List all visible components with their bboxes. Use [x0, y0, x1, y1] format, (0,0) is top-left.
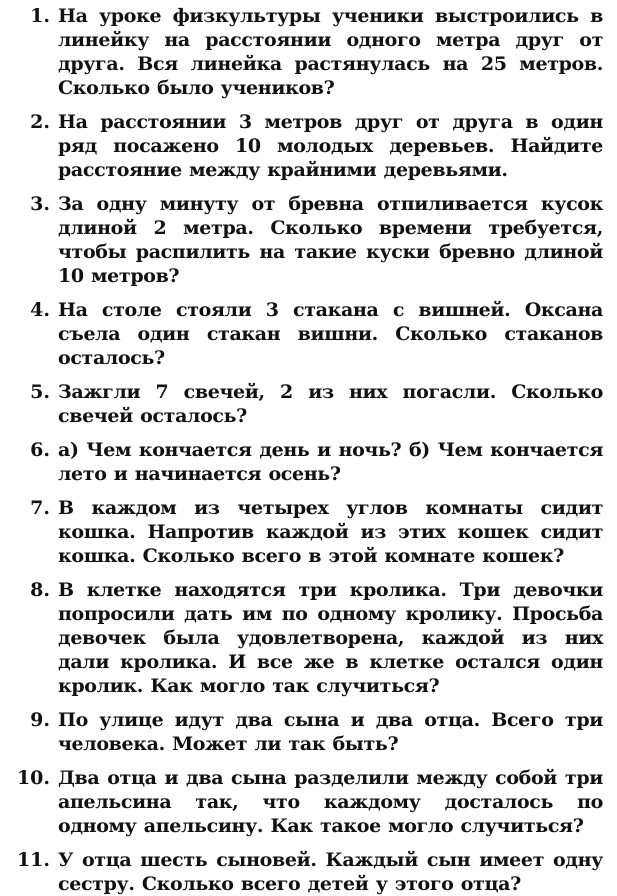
- problem-item-4: [14, 298, 603, 370]
- problem-number: 2.: [30, 111, 50, 133]
- problem-item-5: [14, 380, 603, 428]
- problem-number: 5.: [30, 381, 50, 403]
- problem-number: 9.: [30, 709, 50, 731]
- problem-item-6: [14, 438, 603, 486]
- problem-number: 11.: [16, 849, 50, 871]
- problem-item-3: [14, 192, 603, 288]
- problem-text: По улице идут два сына и два отца. Всего три человека. Может ли так быть?: [58, 709, 603, 755]
- problem-number: 8.: [30, 579, 50, 601]
- problem-item-7: [14, 496, 603, 568]
- problem-text: Зажгли 7 свечей, 2 из них погасли. Сколько свечей осталось?: [58, 381, 603, 427]
- problem-text: Два отца и два сына разделили между собой три апельсина так, что каждому досталось по одному апельсину. Как такое могло случиться?: [58, 767, 603, 837]
- problem-item-10: [14, 766, 603, 838]
- problem-text: На расстоянии 3 метров друг от друга в один ряд посажено 10 молодых деревьев. Найдите расстояние между крайними деревьями.: [58, 111, 603, 181]
- problem-number: 1.: [30, 5, 50, 27]
- problem-number: 10.: [16, 767, 50, 789]
- problem-item-1: [14, 4, 603, 100]
- problem-text: У отца шесть сыновей. Каждый сын имеет одну сестру. Сколько всего детей у этого отца?: [58, 849, 603, 895]
- problem-number: 6.: [30, 439, 50, 461]
- problem-text: На уроке физкультуры ученики выстроились в линейку на расстоянии одного метра друг от друга. Вся линейка растянулась на 25 метров. Сколько было учеников?: [58, 5, 603, 99]
- problem-text: На столе стояли 3 стакана с вишней. Оксана съела один стакан вишни. Сколько стаканов осталось?: [58, 299, 603, 369]
- problem-number: 4.: [30, 299, 50, 321]
- problem-text: В клетке находятся три кролика. Три девочки попросили дать им по одному кролику. Просьба девочек была удовлетворена, каждой из них дали кролика. И все же в клетке остался один кролик. Как могло так случиться?: [58, 579, 603, 697]
- problem-number: 7.: [30, 497, 50, 519]
- problem-item-9: [14, 708, 603, 756]
- problem-item-11: [14, 848, 603, 896]
- problem-text: а) Чем кончается день и ночь? б) Чем кончается лето и начинается осень?: [58, 439, 603, 485]
- problem-text: В каждом из четырех углов комнаты сидит кошка. Напротив каждой из этих кошек сидит кошка. Сколько всего в этой комнате кошек?: [58, 497, 603, 567]
- problem-number: 3.: [30, 193, 50, 215]
- problem-item-8: [14, 578, 603, 698]
- problem-item-2: [14, 110, 603, 182]
- problem-text: За одну минуту от бревна отпиливается кусок длиной 2 метра. Сколько времени требуется, чтобы распилить на такие куски бревно длиной 10 метров?: [58, 193, 603, 287]
